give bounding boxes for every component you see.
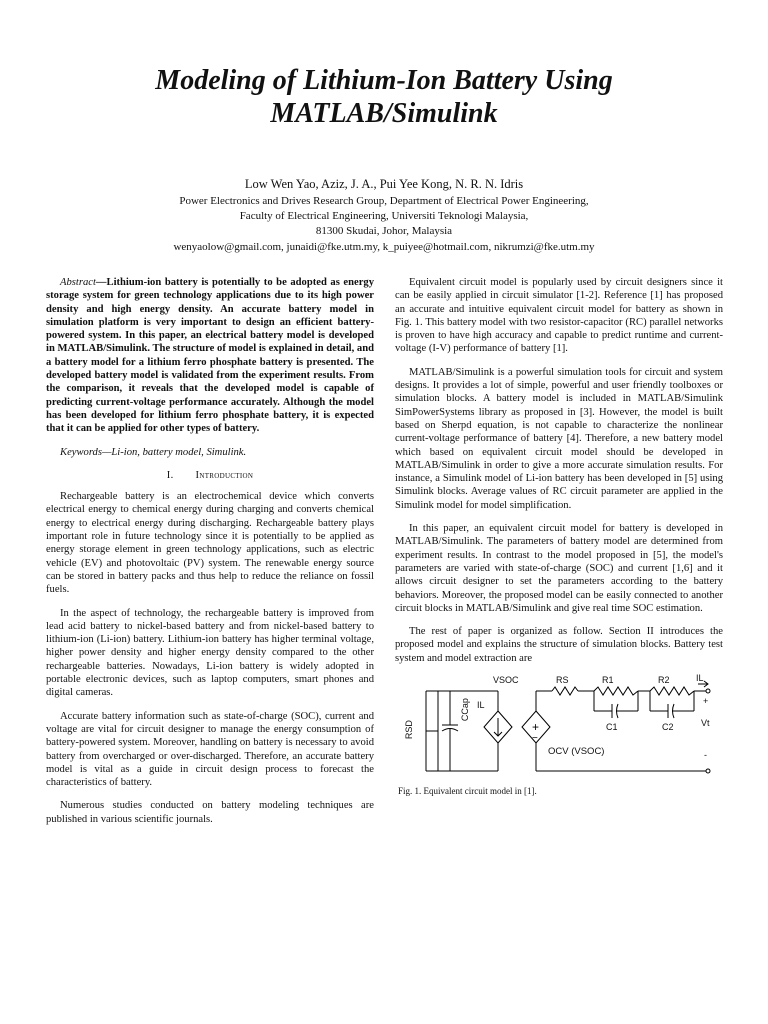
- email-line: wenyaolow@gmail.com, junaidi@fke.utm.my, k_puiyee@hotmail.com, nikrumzi@fke.utm.my: [173, 240, 595, 253]
- abstract-dash: —: [95, 277, 107, 288]
- ccap-label: CCap: [459, 698, 470, 722]
- affiliation-line: Faculty of Electrical Engineering, Universiti Teknologi Malaysia,: [239, 210, 529, 223]
- c2-label: C2: [662, 722, 674, 733]
- c1-label: C1: [606, 722, 618, 733]
- svg-text:−: −: [532, 733, 538, 745]
- vt-label: Vt: [701, 718, 710, 729]
- intro-paragraph: Numerous studies conducted on battery modeling techniques are published in various scientific journals.: [46, 800, 374, 825]
- affiliation-line: Power Electronics and Drives Research Group, Department of Electrical Power Engineering,: [179, 195, 589, 207]
- body-paragraph: MATLAB/Simulink is a powerful simulation tools for circuit and system designs. It provides a lot of simple, powerful and user friendly toolboxes or simulation blocks. A battery model is included in MATLAB/Simulink SimPowerSystems library as proposed in [3]. However, the model is built based on Sherpd equation, is not capable to characterize the nonlinear current-voltage performance of battery [4]. Therefore, a new battery model which based on equivalent circuit model should be developed in MATLAB/Simulink in order to give a more accurate simulation results. For instance, a Simulink model of Li-ion battery has been developed in [5] using Simulink blocks. Average values of RC circuit parameter are applied in the Simulink model for model simplification.: [395, 366, 723, 511]
- affiliation-block: [0, 194, 768, 255]
- ocv-label: OCV (VSOC): [548, 746, 605, 758]
- figure-caption: Fig. 1. Equivalent circuit model in [1].: [398, 786, 537, 797]
- svg-text:+: +: [532, 720, 540, 735]
- abstract-lead: Abstract: [60, 277, 96, 288]
- right-column: [395, 276, 723, 798]
- author-list: Low Wen Yao, Aziz, J. A., Pui Yee Kong, N. R. N. Idris: [244, 177, 524, 191]
- vsoc-label: VSOC: [493, 675, 519, 686]
- body-paragraph: Equivalent circuit model is popularly used by circuit designers since it can be easily applied in circuit simulator [1-2]. Reference [1] has proposed an accurate and intuitive equivalent circuit model for battery as shown in Fig. 1. This battery model with two resistor-capacitor (RC) parallel networks is proven to have high accuracy and capable to predict runtime and current-voltage (I-V) performance of battery [1].: [395, 277, 723, 355]
- abstract: [46, 276, 374, 436]
- section-title: Introduction: [195, 469, 254, 481]
- r1-label: R1: [602, 675, 614, 686]
- intro-paragraph: Rechargeable battery is an electrochemical device which converts electrical energy to chemical energy during charging and converts chemical energy to electrical energy during discharging. Rechargeable battery plays important role in future technology since it is potentially to be applied as energy storage element in green technology applications, such as electric vehicle (EV) and photovoltaic (PV) system. The renewable energy source can be stored in battery packs and thus help to reduce the reliance on fossil fuels.: [46, 491, 374, 596]
- intro-paragraph: Accurate battery information such as state-of-charge (SOC), current and voltage are vital for circuit designer to manage the energy consumption of battery-powered system. Moreover, handling on battery is necessary to avoid battery from overcharged or over-discharged. Therefore, an accurate battery model is vital as a guide in circuit design process to forecast the characteristics of battery.: [46, 710, 374, 789]
- affiliation-line: 81300 Skudai, Johor, Malaysia: [315, 225, 453, 238]
- plus-terminal-label: +: [703, 696, 709, 707]
- body-paragraph: The rest of paper is organized as follow. Section II introduces the proposed model and explains the structure of simulation blocks. Battery test system and model extraction are: [395, 626, 723, 664]
- title-line-2: MATLAB/Simulink: [270, 98, 498, 129]
- intro-paragraph: In the aspect of technology, the rechargeable battery is improved from lead acid battery to nickel-based battery and from nickel-based battery to lithium-ion (Li-ion) battery. Lithium-ion battery has higher terminal voltage, higher power density and higher energy density compared to the other rechargeable batteries. Nowadays, Li-ion battery is widely adopted in portable electronic devices, such as laptop computers, smart phones and digital cameras.: [46, 607, 374, 699]
- keywords: Keywords—Li-ion, battery model, Simulink.: [60, 446, 247, 458]
- body-paragraph: In this paper, an equivalent circuit model for battery is developed in MATLAB/Simulink. The parameters of battery model are determined from experiment results. In contrast to the model proposed in [5], the model's parameters are varied with state-of-charge (SOC) and current [1,6] and it allows circuit designer to set the parameters according to the battery behaviors. Moreover, the proposed model can be easily connected to another circuit blocks in MATLAB/Simulink and give real time SOC estimation.: [395, 523, 723, 614]
- il-source-label: IL: [477, 700, 485, 711]
- figure-1-circuit: [398, 671, 716, 781]
- r2-label: R2: [658, 675, 670, 686]
- abstract-text: Lithium-ion battery is potentially to be adopted as energy storage system for green technology applications due to its high power density and high energy density. An accurate battery model in simulation platform is very important to design an efficient battery-powered system. In this paper, an electrical battery model is developed in MATLAB/Simulink. The structure of model is explained in detail, and a battery model for a lithium ferro phosphate battery is presented. The developed battery model is validated from the experiment results. From the comparison, it reveals that the developed model is capable of predicting current-voltage performance accurately. Although the model has been developed for lithium ferro phosphate battery, it is expected that it can be applied for other types of battery.: [46, 277, 374, 435]
- rsd-label: RSD: [403, 720, 414, 740]
- paper-title: [0, 64, 768, 130]
- rs-label: RS: [556, 675, 569, 686]
- il-output-label: IL: [696, 673, 704, 684]
- section-heading: [46, 469, 374, 482]
- section-number: I.: [166, 469, 174, 481]
- left-column: [46, 276, 374, 836]
- title-line-1: Modeling of Lithium-Ion Battery Using: [155, 65, 613, 96]
- minus-terminal-label: -: [704, 750, 707, 761]
